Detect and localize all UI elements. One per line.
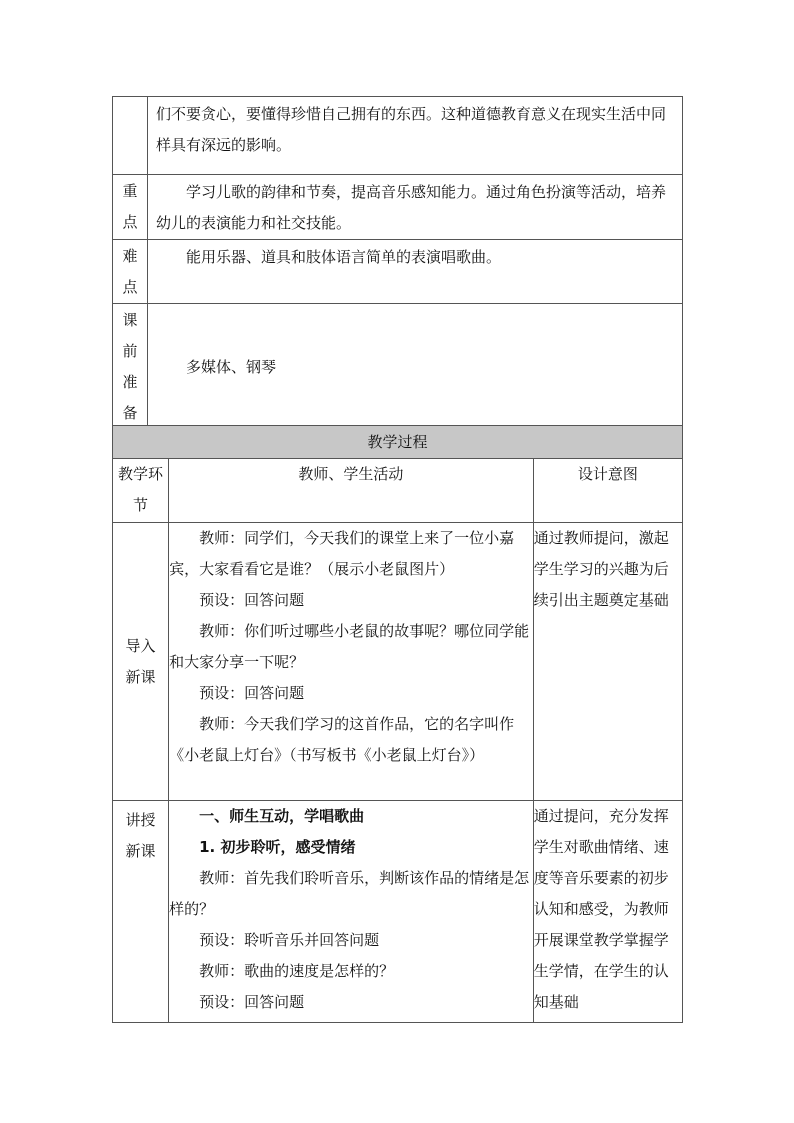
stage-intro: 导入新课 — [113, 523, 169, 801]
subsection-title: 1. 初步聆听，感受情绪 — [199, 838, 356, 856]
teach-activity — [169, 801, 534, 1023]
key-points-content: 学习儿歌的韵律和节奏，提高音乐感知能力。通过角色扮演等活动，培养幼儿的表演能力和社交技能。 — [148, 175, 683, 240]
difficulties-content: 能用乐器、道具和肢体语言简单的表演唱歌曲。 — [148, 240, 683, 304]
preparation-label: 课 前 准 备 — [113, 304, 148, 430]
teach-intent: 通过提问，充分发挥学生对歌曲情绪、速度等音乐要素的初步认知和感受，为教师开展课堂教学掌握学生学情，在学生的认知基础 — [533, 801, 682, 1023]
continued-text-cell — [148, 97, 683, 175]
empty-label-cell — [113, 97, 148, 175]
section-title: 一、师生互动，学唱歌曲 — [199, 807, 365, 825]
teach-line: 预设：聆听音乐并回答问题 — [199, 931, 380, 949]
header-activity: 教师、学生活动 — [169, 459, 534, 523]
header-stage: 教学环节 — [113, 459, 169, 523]
teach-line: 教师：歌曲的速度是怎样的？ — [199, 962, 395, 980]
intro-line: 教师：今天我们学习的这首作品，它的名字叫作《小老鼠上灯台》（书写板书《小老鼠上灯台》） — [169, 715, 515, 764]
process-title: 教学过程 — [113, 426, 683, 459]
intro-line: 预设：回答问题 — [199, 591, 305, 609]
intro-line: 预设：回答问题 — [199, 684, 305, 702]
intro-line: 教师：你们听过哪些小老鼠的故事呢？哪位同学能和大家分享一下呢？ — [169, 622, 530, 671]
preparation-content: 多媒体、钢琴 — [148, 304, 683, 430]
difficulties-label: 难 点 — [113, 240, 148, 304]
header-intent: 设计意图 — [533, 459, 682, 523]
teach-line: 预设：回答问题 — [199, 993, 305, 1011]
stage-teach: 讲授新课 — [113, 801, 169, 1023]
intro-activity — [169, 523, 534, 801]
intro-intent: 通过教师提问，激起学生学习的兴趣为后续引出主题奠定基础 — [533, 523, 682, 801]
teaching-process-table — [112, 425, 683, 1023]
intro-line: 教师：同学们，今天我们的课堂上来了一位小嘉宾，大家看看它是谁？（展示小老鼠图片） — [169, 529, 515, 578]
key-points-label: 重 点 — [113, 175, 148, 240]
teach-line: 教师：首先我们聆听音乐，判断该作品的情绪是怎样的？ — [169, 869, 530, 918]
continued-text: 们不要贪心，要懂得珍惜自己拥有的东西。这种道德教育意义在现实生活中同样具有深远的影响。 — [156, 105, 667, 154]
lesson-overview-table — [112, 96, 683, 430]
